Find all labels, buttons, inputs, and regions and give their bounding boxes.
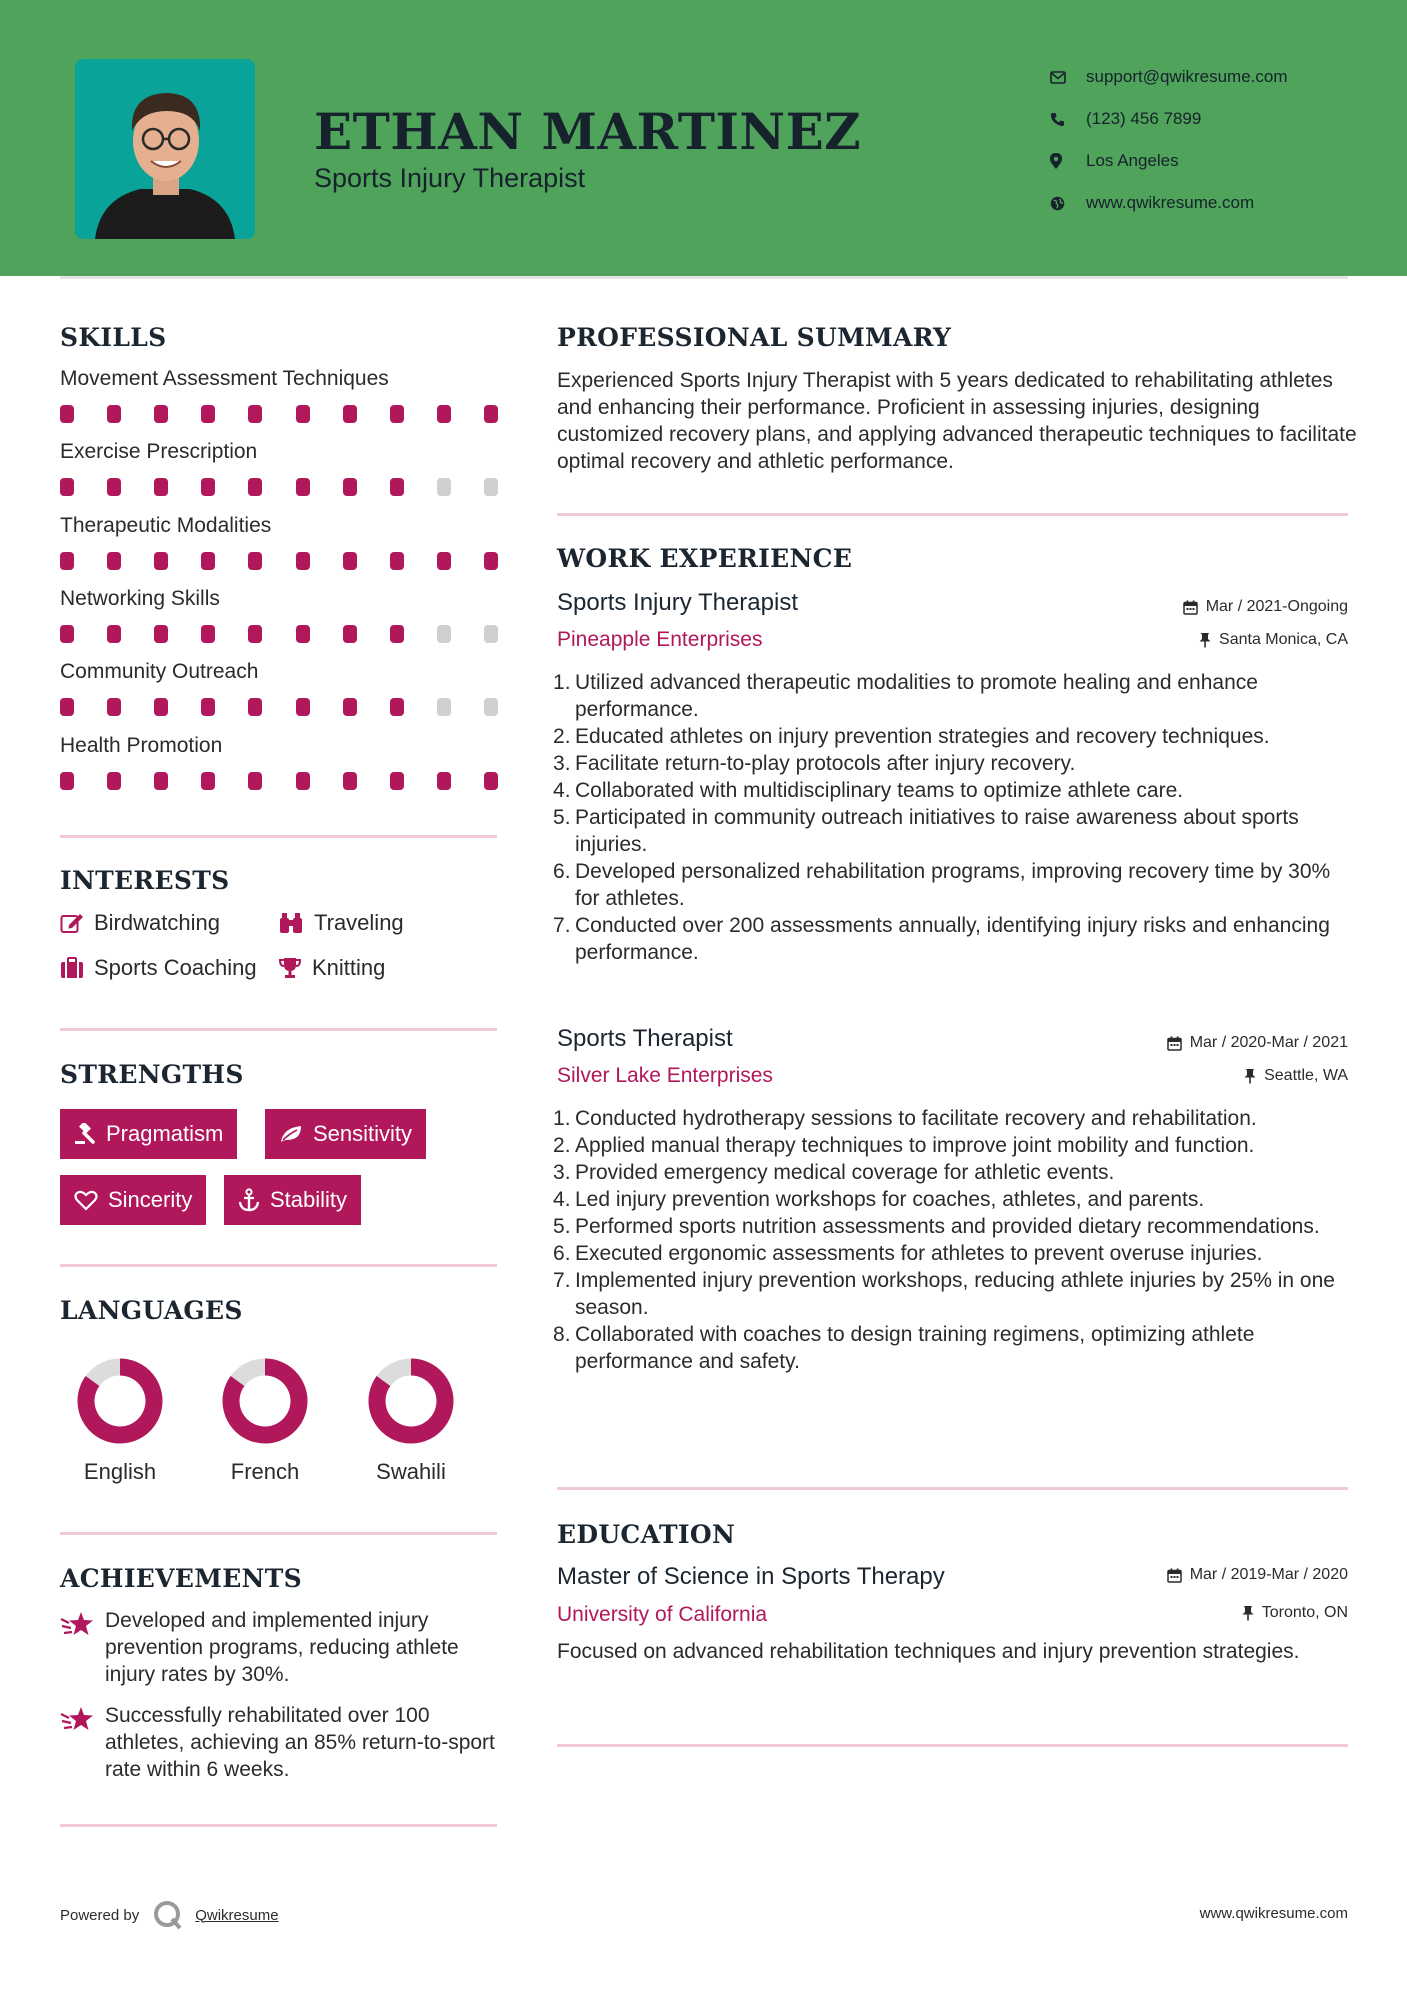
language-label: Swahili: [376, 1459, 446, 1484]
skill-rating-dot: [343, 405, 357, 423]
skill-rating-dot: [107, 698, 121, 716]
skill-rating-dot: [154, 405, 168, 423]
briefcase-icon: [60, 957, 84, 979]
skill-name: Movement Assessment Techniques: [60, 367, 389, 390]
list-item: Educated athletes on injury prevention strategies and recovery techniques.: [575, 725, 1270, 748]
calendar-icon: [1167, 1036, 1182, 1051]
achievement-item: [60, 1607, 500, 1688]
skill-rating-dot: [60, 625, 74, 643]
skill-rating-dot: [390, 625, 404, 643]
strength-label: Sincerity: [108, 1187, 193, 1212]
interests-heading: INTERESTS: [60, 866, 230, 895]
skill-rating-dot: [60, 405, 74, 423]
strength-tag: [60, 1109, 237, 1159]
skill-rating-dot: [437, 405, 451, 423]
skill-rating-dot: [154, 625, 168, 643]
skill-rating-dot: [201, 552, 215, 570]
contact-phone[interactable]: [1050, 98, 1370, 140]
skill-rating-dot: [437, 772, 451, 790]
achievement-item: [60, 1702, 500, 1783]
company-name: Silver Lake Enterprises: [557, 1064, 773, 1087]
education-dates: [1167, 1566, 1348, 1584]
skill-rating-dot: [343, 625, 357, 643]
heart-icon: [74, 1190, 98, 1211]
header-divider: [60, 276, 1348, 279]
skill-name: Exercise Prescription: [60, 440, 258, 464]
divider: [60, 1028, 497, 1031]
skill-rating-dot: [484, 772, 498, 790]
job-location: [1244, 1067, 1348, 1085]
list-item: Collaborated with coaches to design training regimens, optimizing athlete performance and safety.: [575, 1323, 1255, 1373]
skill-rating: [60, 625, 500, 643]
interest-item: [60, 910, 220, 936]
strength-tag: [60, 1175, 206, 1225]
job-title: Sports Therapist: [557, 1025, 733, 1052]
skill-rating-dot: [296, 772, 310, 790]
skill-rating-dot: [248, 625, 262, 643]
skill-rating-dot: [296, 478, 310, 496]
skill-rating-dot: [437, 625, 451, 643]
divider: [60, 1532, 497, 1535]
job-dates: [1183, 598, 1348, 616]
skill-rating: [60, 772, 500, 790]
skill-rating-dot: [437, 478, 451, 496]
contact-email[interactable]: [1050, 56, 1370, 98]
skill-rating-dot: [201, 405, 215, 423]
skill-rating-dot: [248, 478, 262, 496]
school-name: University of California: [557, 1603, 768, 1626]
footer-url[interactable]: www.qwikresume.com: [1199, 1905, 1348, 1922]
skill-rating-dot: [248, 698, 262, 716]
job-duties-list: [575, 1105, 1355, 1375]
job-dates-text: Mar / 2021-Ongoing: [1205, 598, 1348, 615]
achievements-heading: ACHIEVEMENTS: [60, 1564, 302, 1593]
interest-label: Birdwatching: [94, 910, 220, 935]
skill-rating-dot: [201, 772, 215, 790]
pushpin-icon: [1242, 1605, 1254, 1621]
list-item: Participated in community outreach initiatives to raise awareness about sports injuries.: [575, 806, 1299, 856]
list-item: Implemented injury prevention workshops, reducing athlete injuries by 25% in one season.: [575, 1269, 1335, 1319]
interest-item: [278, 910, 404, 936]
skill-rating-dot: [390, 552, 404, 570]
skill-rating-dot: [60, 772, 74, 790]
qwikresume-link[interactable]: Qwikresume: [195, 1906, 279, 1924]
contact-email-text: support@qwikresume.com: [1086, 67, 1288, 86]
strength-label: Stability: [270, 1187, 348, 1212]
header-banner: [0, 0, 1407, 276]
pencil-square-icon: [60, 912, 84, 934]
skill-rating-dot: [484, 405, 498, 423]
skill-rating-dot: [484, 478, 498, 496]
language-item: [215, 1356, 315, 1485]
skill-rating-dot: [107, 478, 121, 496]
skill-rating-dot: [107, 625, 121, 643]
job-title: Sports Injury Therapist: [557, 589, 798, 616]
skill-rating-dot: [390, 478, 404, 496]
skill-rating-dot: [484, 552, 498, 570]
envelope-icon: [1050, 71, 1086, 84]
calendar-icon: [1167, 1568, 1182, 1583]
globe-icon: [1050, 196, 1086, 211]
interest-label: Knitting: [312, 955, 386, 980]
skill-rating-dot: [60, 552, 74, 570]
candidate-role: Sports Injury Therapist: [314, 163, 586, 193]
job-dates-text: Mar / 2020-Mar / 2021: [1189, 1034, 1348, 1051]
pushpin-icon: [1199, 632, 1211, 648]
education-dates-text: Mar / 2019-Mar / 2020: [1189, 1566, 1348, 1583]
list-item: Facilitate return-to-play protocols after injury recovery.: [575, 752, 1076, 775]
skill-rating-dot: [248, 552, 262, 570]
strength-label: Pragmatism: [106, 1121, 224, 1146]
skill-rating: [60, 552, 500, 570]
education-heading: EDUCATION: [557, 1520, 736, 1549]
degree-title: Master of Science in Sports Therapy: [557, 1563, 945, 1590]
list-item: Performed sports nutrition assessments and provided dietary recommendations.: [575, 1215, 1320, 1238]
contact-phone-text: (123) 456 7899: [1086, 109, 1202, 128]
skill-rating-dot: [201, 625, 215, 643]
skill-rating-dot: [437, 552, 451, 570]
language-label: French: [230, 1459, 300, 1484]
interest-label: Traveling: [314, 910, 404, 935]
qwikresume-logo-icon: [153, 1900, 183, 1930]
location-pin-icon: [1050, 153, 1086, 169]
language-proficiency-ring: [220, 1356, 310, 1446]
profile-photo: [75, 59, 255, 239]
skill-rating-dot: [296, 625, 310, 643]
divider: [60, 1824, 497, 1827]
list-item: Utilized advanced therapeutic modalities to promote healing and enhance performance.: [575, 671, 1258, 721]
skill-rating: [60, 405, 500, 423]
skill-rating: [60, 698, 500, 716]
skill-rating-dot: [390, 405, 404, 423]
skill-rating-dot: [60, 478, 74, 496]
skill-name: Health Promotion: [60, 733, 223, 757]
contact-website[interactable]: [1050, 182, 1370, 224]
list-item: Applied manual therapy techniques to improve joint mobility and function.: [575, 1134, 1255, 1157]
language-proficiency-ring: [75, 1356, 165, 1446]
education-description: Focused on advanced rehabilitation techniques and injury prevention strategies.: [557, 1640, 1300, 1663]
language-label: English: [83, 1459, 157, 1484]
interest-item: [60, 955, 257, 981]
education-location: [1242, 1604, 1348, 1622]
list-item: Executed ergonomic assessments for athletes to prevent overuse injuries.: [575, 1242, 1263, 1265]
language-item: [70, 1356, 170, 1485]
skill-rating-dot: [107, 405, 121, 423]
shooting-star-icon: [60, 1611, 94, 1637]
candidate-name: ETHAN MARTINEZ: [314, 102, 862, 161]
anchor-icon: [238, 1188, 260, 1212]
language-item: [361, 1356, 461, 1485]
strength-label: Sensitivity: [313, 1121, 413, 1146]
skill-rating-dot: [248, 772, 262, 790]
skill-rating-dot: [484, 625, 498, 643]
divider: [60, 1264, 497, 1267]
strength-tag: [265, 1109, 426, 1159]
trophy-icon: [278, 957, 302, 979]
skill-rating-dot: [107, 772, 121, 790]
achievement-text: Developed and implemented injury prevention programs, reducing athlete injury rates by 30%.: [105, 1609, 459, 1686]
skill-name: Networking Skills: [60, 586, 220, 610]
gavel-icon: [74, 1123, 96, 1145]
powered-by-text: Powered by: [60, 1906, 140, 1924]
skill-rating-dot: [154, 552, 168, 570]
contact-location: [1050, 140, 1370, 182]
job-location: [1199, 631, 1348, 649]
job-duties-list: [575, 669, 1355, 966]
list-item: Conducted hydrotherapy sessions to facilitate recovery and rehabilitation.: [575, 1107, 1257, 1130]
contact-list: [1050, 56, 1370, 224]
interest-label: Sports Coaching: [94, 955, 257, 980]
contact-website-text: www.qwikresume.com: [1086, 193, 1255, 212]
skill-rating-dot: [296, 698, 310, 716]
skills-heading: SKILLS: [60, 323, 167, 352]
list-item: Provided emergency medical coverage for athletic events.: [575, 1161, 1115, 1184]
list-item: Led injury prevention workshops for coaches, athletes, and parents.: [575, 1188, 1205, 1211]
footer-powered-by: [60, 1900, 279, 1930]
skill-rating-dot: [390, 698, 404, 716]
skill-rating-dot: [60, 698, 74, 716]
skill-rating-dot: [248, 405, 262, 423]
skill-name: Therapeutic Modalities: [60, 513, 272, 537]
binoculars-icon: [278, 912, 304, 934]
skill-rating-dot: [437, 698, 451, 716]
divider: [60, 835, 497, 838]
skill-rating-dot: [343, 478, 357, 496]
achievement-text: Successfully rehabilitated over 100 athletes, achieving an 85% return-to-sport rate within 6 weeks.: [105, 1704, 495, 1781]
skill-rating-dot: [154, 698, 168, 716]
skill-rating-dot: [390, 772, 404, 790]
skill-rating-dot: [296, 405, 310, 423]
experience-heading: WORK EXPERIENCE: [557, 544, 853, 573]
list-item: Collaborated with multidisciplinary teams to optimize athlete care.: [575, 779, 1184, 802]
divider: [557, 1744, 1348, 1747]
skill-rating-dot: [343, 772, 357, 790]
shooting-star-icon: [60, 1706, 94, 1732]
skill-rating-dot: [484, 698, 498, 716]
company-name: Pineapple Enterprises: [557, 628, 763, 651]
language-proficiency-ring: [366, 1356, 456, 1446]
summary-text: Experienced Sports Injury Therapist with 5 years dedicated to rehabilitating athletes and enhancing their performance. Proficient in assessing injuries, designing customized recovery plans, and applying advanced therapeutic techniques to facilitate optimal recovery and athletic performance.: [557, 369, 1357, 473]
job-location-text: Seattle, WA: [1264, 1067, 1348, 1084]
contact-location-text: Los Angeles: [1086, 151, 1179, 170]
summary-heading: PROFESSIONAL SUMMARY: [557, 323, 952, 352]
list-item: Conducted over 200 assessments annually, identifying injury risks and enhancing performance.: [575, 914, 1330, 964]
job-dates: [1167, 1034, 1348, 1052]
skill-rating-dot: [343, 698, 357, 716]
pushpin-icon: [1244, 1068, 1256, 1084]
skill-rating-dot: [343, 552, 357, 570]
list-item: Developed personalized rehabilitation programs, improving recovery time by 30% for athletes.: [575, 860, 1331, 910]
divider: [557, 513, 1348, 516]
education-location-text: Toronto, ON: [1261, 1604, 1348, 1621]
skill-rating-dot: [154, 772, 168, 790]
skill-name: Community Outreach: [60, 660, 259, 684]
interest-item: [278, 955, 385, 981]
skill-rating: [60, 478, 500, 496]
skill-rating-dot: [107, 552, 121, 570]
strengths-heading: STRENGTHS: [60, 1060, 244, 1089]
skill-rating-dot: [154, 478, 168, 496]
divider: [557, 1487, 1348, 1490]
calendar-icon: [1183, 600, 1198, 615]
leaf-icon: [279, 1124, 303, 1144]
languages-heading: LANGUAGES: [60, 1296, 243, 1325]
skill-rating-dot: [201, 478, 215, 496]
job-location-text: Santa Monica, CA: [1219, 631, 1348, 648]
skill-rating-dot: [201, 698, 215, 716]
skill-rating-dot: [296, 552, 310, 570]
phone-icon: [1050, 112, 1086, 127]
strength-tag: [224, 1175, 361, 1225]
